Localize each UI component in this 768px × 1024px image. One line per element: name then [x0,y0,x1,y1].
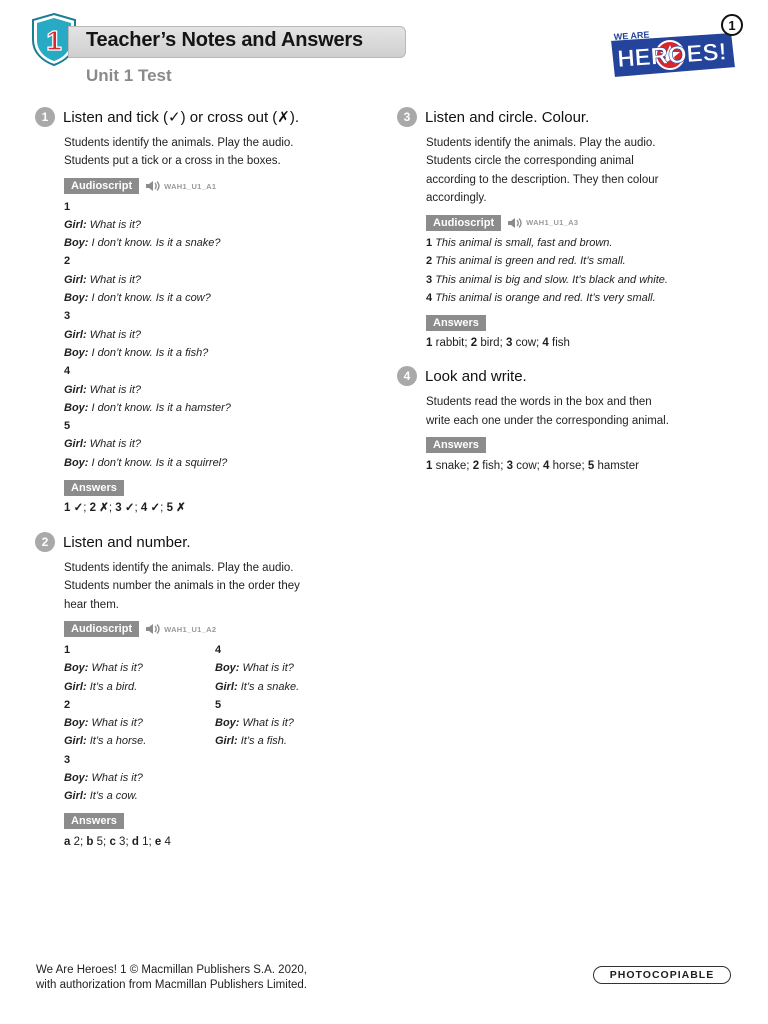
page-title: Teacher’s Notes and Answers [86,29,363,51]
utterance: It’s a snake. [240,680,300,693]
answers-label: Answers [426,437,486,453]
script-line [64,714,215,732]
copyright-footer [36,963,307,993]
logo-top-text: WE ARE [613,29,650,42]
task-title: Listen and circle. Colour. [425,108,590,126]
utterance: What is it? [89,218,142,231]
answer-number: 3 [506,459,513,472]
instruction-line: Students identify the animals. Play the audio. [426,137,656,149]
instruction-line: Students put a tick or a cross in the boxes. [64,155,281,168]
audio-track-code: WAH1_U1_A1 [164,181,217,191]
script-item-number: 5 [215,698,222,711]
task-title: Look and write. [425,367,527,385]
speaker-name: Boy: [64,346,89,359]
speaker-name: Girl: [215,735,238,748]
utterance: I don’t know. Is it a snake? [91,237,221,250]
script-line [426,252,738,270]
task-number-badge: 3 [397,107,417,127]
instruction-line: Students number the animals in the order they [64,580,300,593]
script-line [426,289,738,307]
script-line [64,454,366,472]
instruction-line: accordingly. [426,191,487,204]
task-instructions [426,393,738,430]
right-column [398,106,738,475]
script-item-number: 3 [64,310,71,323]
speaker-name: Girl: [215,680,238,693]
answer-value: ✓ [150,502,161,515]
audio-track-code: WAH1_U1_A2 [164,624,217,634]
answers-label: Answers [64,480,124,496]
script-line [64,326,366,344]
speaker-name: Boy: [64,237,89,250]
task-title: Listen and number. [63,533,191,551]
answer-value: rabbit [435,337,465,350]
speaker-name: Boy: [215,662,240,675]
answer-value: cow [515,337,537,350]
script-line [215,732,366,750]
answer-value: ✗ [176,502,186,515]
answer-value: snake [435,459,467,472]
script-line [426,234,738,252]
utterance: I don’t know. Is it a hamster? [91,401,231,414]
speaker-icon [507,217,523,229]
left-column [36,106,366,851]
speaker-name: Boy: [64,662,89,675]
task-number-badge: 1 [35,107,55,127]
speaker-icon [145,180,161,192]
utterance: What is it? [91,717,143,730]
script-line [64,435,366,453]
script-line [64,381,366,399]
answer-value: bird [480,337,500,350]
answer-letter: a [64,835,71,848]
speaker-name: Girl: [64,438,87,451]
script-line [426,271,738,289]
answer-value: 2 [73,835,81,848]
answer-number: 1 [426,337,433,350]
script-item-number: 2 [64,698,71,711]
answer-value: 3 [119,835,126,848]
speaker-name: Girl: [64,328,87,341]
speaker-name: Girl: [64,218,87,231]
utterance: I don’t know. Is it a fish? [91,346,209,359]
audioscript-label: Audioscript [64,621,139,637]
answer-value: cow [516,459,537,472]
script-line [64,732,215,750]
script-item-number: 2 [426,255,433,268]
task-number-badge: 4 [397,366,417,386]
instruction-line: write each one under the corresponding animal. [426,414,669,427]
answer-number: 5 [166,502,173,515]
instruction-line: Students identify the animals. Play the audio. [64,562,294,575]
script-line [215,659,366,677]
speaker-name: Boy: [64,292,89,305]
utterance: This animal is small, fast and brown. [435,237,613,250]
answer-number: 1 [426,459,433,472]
script-line [215,714,366,732]
script-line [64,344,366,362]
script-item-number: 3 [64,753,71,766]
answer-value: hamster [597,459,639,472]
unit-number: 1 [46,25,62,56]
speaker-name: Girl: [64,273,87,286]
copyright-line: We Are Heroes! 1 © Macmillan Publishers S.A. 2020, [36,964,307,976]
answer-value: fish [552,337,570,350]
answer-letter: b [86,835,94,848]
script-line [64,216,366,234]
utterance: What is it? [242,662,294,675]
page-subtitle: Unit 1 Test [86,66,172,85]
script-item-number: 2 [64,255,71,268]
instruction-line: according to the description. They then colour [426,173,659,186]
audioscript-label: Audioscript [64,178,139,194]
script-line [64,659,215,677]
script-line [64,678,215,696]
script-line [64,769,215,787]
logo-level: 1 [728,18,736,33]
task-instructions [64,559,366,614]
answer-key: a 2; b 5; c 3; d 1; e 4 [64,835,171,848]
answer-letter: e [154,835,162,848]
speaker-name: Boy: [64,456,89,469]
utterance: What is it? [91,772,143,785]
instruction-line: Students circle the corresponding animal [426,155,634,168]
answer-number: 4 [542,337,549,350]
script-item-number: 4 [215,643,222,656]
script-line [64,399,366,417]
answer-number: 2 [472,459,480,472]
answers-label: Answers [64,813,124,829]
we-are-heroes-logo [604,10,746,84]
answer-number: 4 [543,459,550,472]
utterance: This animal is orange and red. It’s very small. [435,292,656,305]
instruction-line: Students read the words in the box and then [426,396,652,409]
script-item-number: 3 [426,273,433,286]
answer-number: 1 [64,502,71,515]
audio-track-code: WAH1_U1_A3 [526,218,579,228]
audioscript-right [215,641,366,806]
script-item-number: 4 [426,292,433,305]
answer-number: 2 [470,337,478,350]
speaker-name: Girl: [64,790,87,803]
task-2 [36,531,366,851]
answer-key: 1 rabbit; 2 bird; 3 cow; 4 fish [426,337,570,350]
copyright-line: with authorization from Macmillan Publishers Limited. [36,979,307,991]
script-item-number: 1 [64,200,71,213]
task-1 [36,106,366,517]
utterance: I don’t know. Is it a cow? [91,292,211,305]
logo-main-text: HEROES! [616,38,728,73]
task-number-badge: 2 [35,532,55,552]
script-line [64,787,215,805]
audioscript-label: Audioscript [426,215,501,231]
utterance: This animal is green and red. It’s small. [435,255,626,268]
utterance: It’s a horse. [89,735,147,748]
instruction-line: Students identify the animals. Play the audio. [64,137,294,149]
speaker-icon [145,623,161,635]
answer-number: 5 [587,459,595,472]
answers-label: Answers [426,315,486,331]
answer-key: 1 ✓; 2 ✗; 3 ✓; 4 ✓; 5 ✗ [64,502,186,515]
answer-letter: c [109,835,116,848]
answer-number: 3 [115,502,122,515]
utterance: What is it? [89,438,142,451]
answer-value: 5 [96,835,104,848]
speaker-name: Boy: [215,717,240,730]
answer-value: ✓ [124,502,135,515]
utterance: It’s a bird. [89,680,138,693]
speaker-name: Boy: [64,772,89,785]
speaker-name: Girl: [64,735,87,748]
script-line [64,289,366,307]
answer-letter: d [131,835,139,848]
task-3 [398,106,738,352]
task-title: Listen and tick (✓) or cross out (✗). [63,109,300,126]
speaker-name: Boy: [64,401,89,414]
instruction-line: hear them. [64,598,119,611]
utterance: What is it? [89,273,142,286]
audioscript [426,234,738,307]
task-4 [398,365,738,475]
answer-value: 4 [164,835,171,848]
utterance: What is it? [89,328,142,341]
audioscript-left [64,641,215,806]
answer-number: 3 [505,337,513,350]
script-item-number: 1 [64,643,71,656]
utterance: What is it? [91,662,143,675]
utterance: It’s a cow. [89,790,138,803]
answer-value: ✓ [73,502,84,515]
answer-value: horse [552,459,582,472]
script-item-number: 4 [64,365,71,378]
audioscript [64,198,366,472]
utterance: This animal is big and slow. It’s black and white. [435,273,668,286]
script-line [215,678,366,696]
speaker-name: Girl: [64,383,87,396]
photocopiable-badge: PHOTOCOPIABLE [593,966,731,984]
script-item-number: 5 [64,420,71,433]
answer-key: 1 snake; 2 fish; 3 cow; 4 horse; 5 hamster [426,459,639,472]
answer-value: fish [482,459,501,472]
answer-value: 1 [142,835,149,848]
script-line [64,271,366,289]
speaker-name: Girl: [64,680,87,693]
answer-number: 2 [89,502,97,515]
answer-value: ✗ [99,502,109,515]
utterance: What is it? [242,717,294,730]
script-line [64,234,366,252]
speaker-name: Boy: [64,717,89,730]
task-instructions [64,134,366,171]
utterance: It’s a fish. [240,735,287,748]
task-instructions [426,134,738,207]
utterance: What is it? [89,383,142,396]
script-item-number: 1 [426,237,433,250]
utterance: I don’t know. Is it a squirrel? [91,456,228,469]
answer-number: 4 [140,502,148,515]
